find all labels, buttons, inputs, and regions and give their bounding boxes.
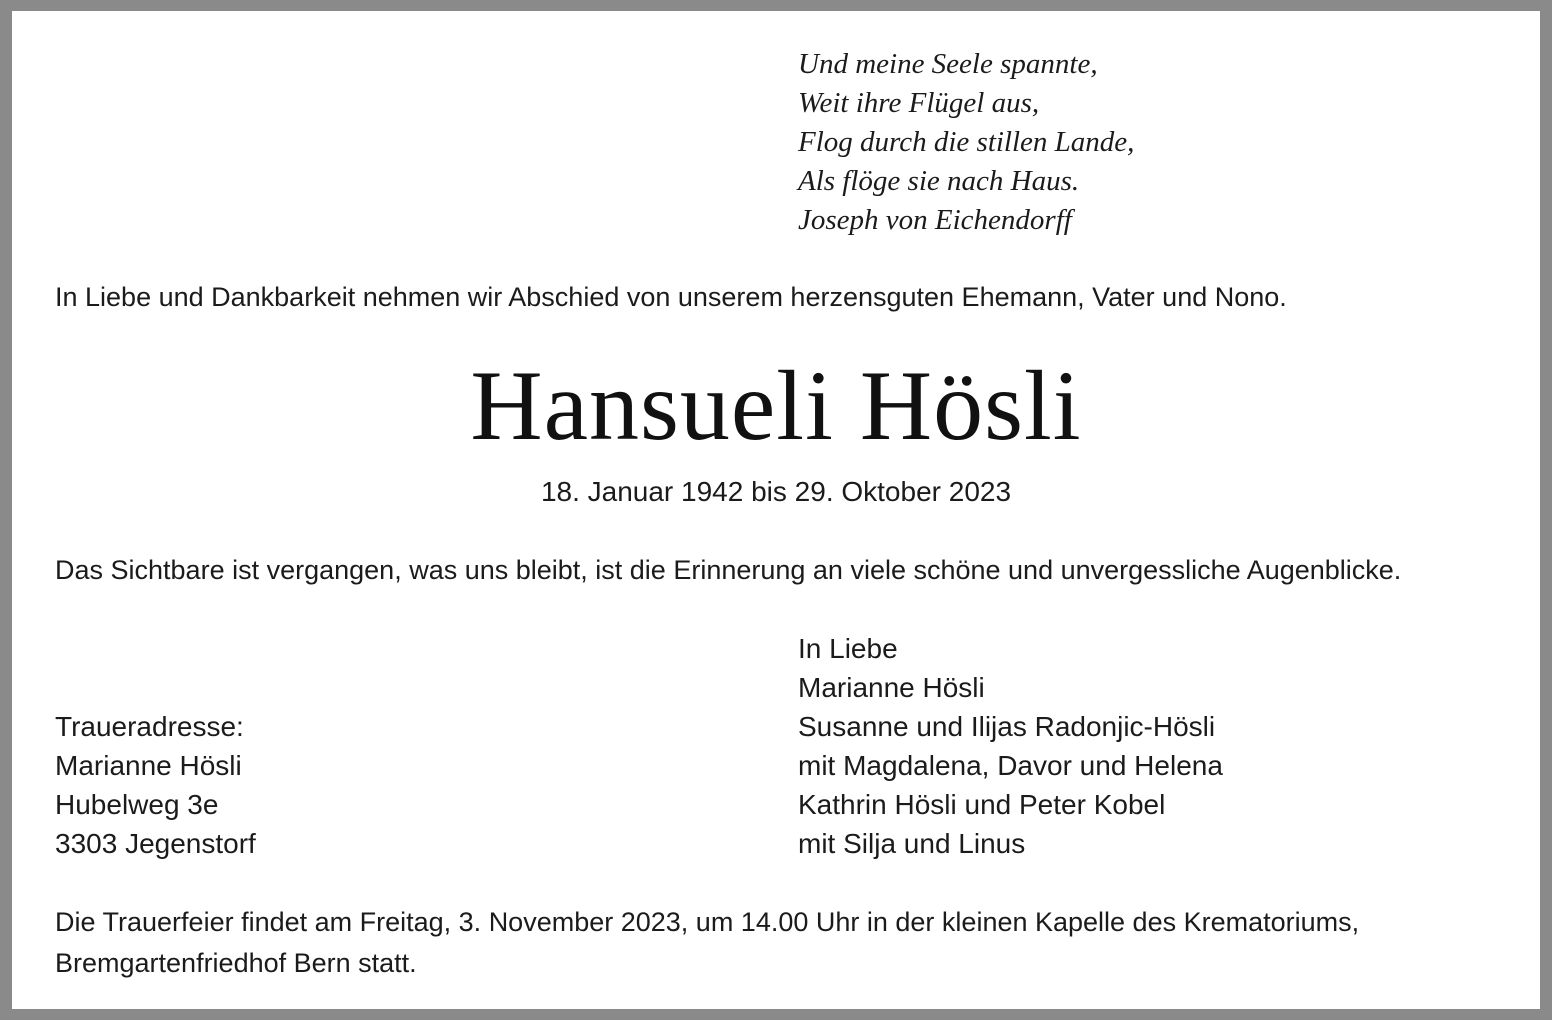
intro-text: In Liebe und Dankbarkeit nehmen wir Abschied von unserem herzensguten Ehemann, Vater und Nono.	[55, 282, 1287, 312]
address-line: 3303 Jegenstorf	[55, 828, 256, 859]
poem-line: Flog durch die stillen Lande,	[798, 126, 1135, 158]
poem-line: Als flöge sie nach Haus.	[798, 165, 1080, 197]
service-line: Bremgartenfriedhof Bern statt.	[55, 948, 417, 978]
mourning-address	[55, 707, 256, 863]
poem	[798, 45, 1134, 240]
funeral-service-notice	[55, 902, 1359, 984]
poem-line: Weit ihre Flügel aus,	[798, 87, 1040, 119]
service-line: Die Trauerfeier findet am Freitag, 3. November 2023, um 14.00 Uhr in der kleinen Kapelle des Krematoriums,	[55, 907, 1360, 937]
poem-author: Joseph von Eichendorff	[798, 204, 1072, 236]
family-line: Susanne und Ilijas Radonjic-Hösli	[798, 711, 1216, 742]
memorial-quote: Das Sichtbare ist vergangen, was uns bleibt, ist die Erinnerung an viele schöne und unvergessliche Augenblicke.	[55, 555, 1402, 585]
family-signatures	[798, 629, 1223, 863]
address-line: Marianne Hösli	[55, 750, 242, 781]
obituary-card	[12, 11, 1540, 1009]
life-dates: 18. Januar 1942 bis 29. Oktober 2023	[540, 476, 1012, 507]
poem-line: Und meine Seele spannte,	[798, 48, 1098, 80]
family-line: Marianne Hösli	[798, 672, 985, 703]
family-line: Kathrin Hösli und Peter Kobel	[798, 789, 1166, 820]
address-line: Hubelweg 3e	[55, 789, 219, 820]
family-line: mit Silja und Linus	[798, 828, 1026, 859]
address-label: Traueradresse:	[55, 711, 244, 742]
family-line: In Liebe	[798, 633, 898, 664]
deceased-name: Hansueli Hösli	[470, 350, 1082, 461]
family-line: mit Magdalena, Davor und Helena	[798, 750, 1223, 781]
